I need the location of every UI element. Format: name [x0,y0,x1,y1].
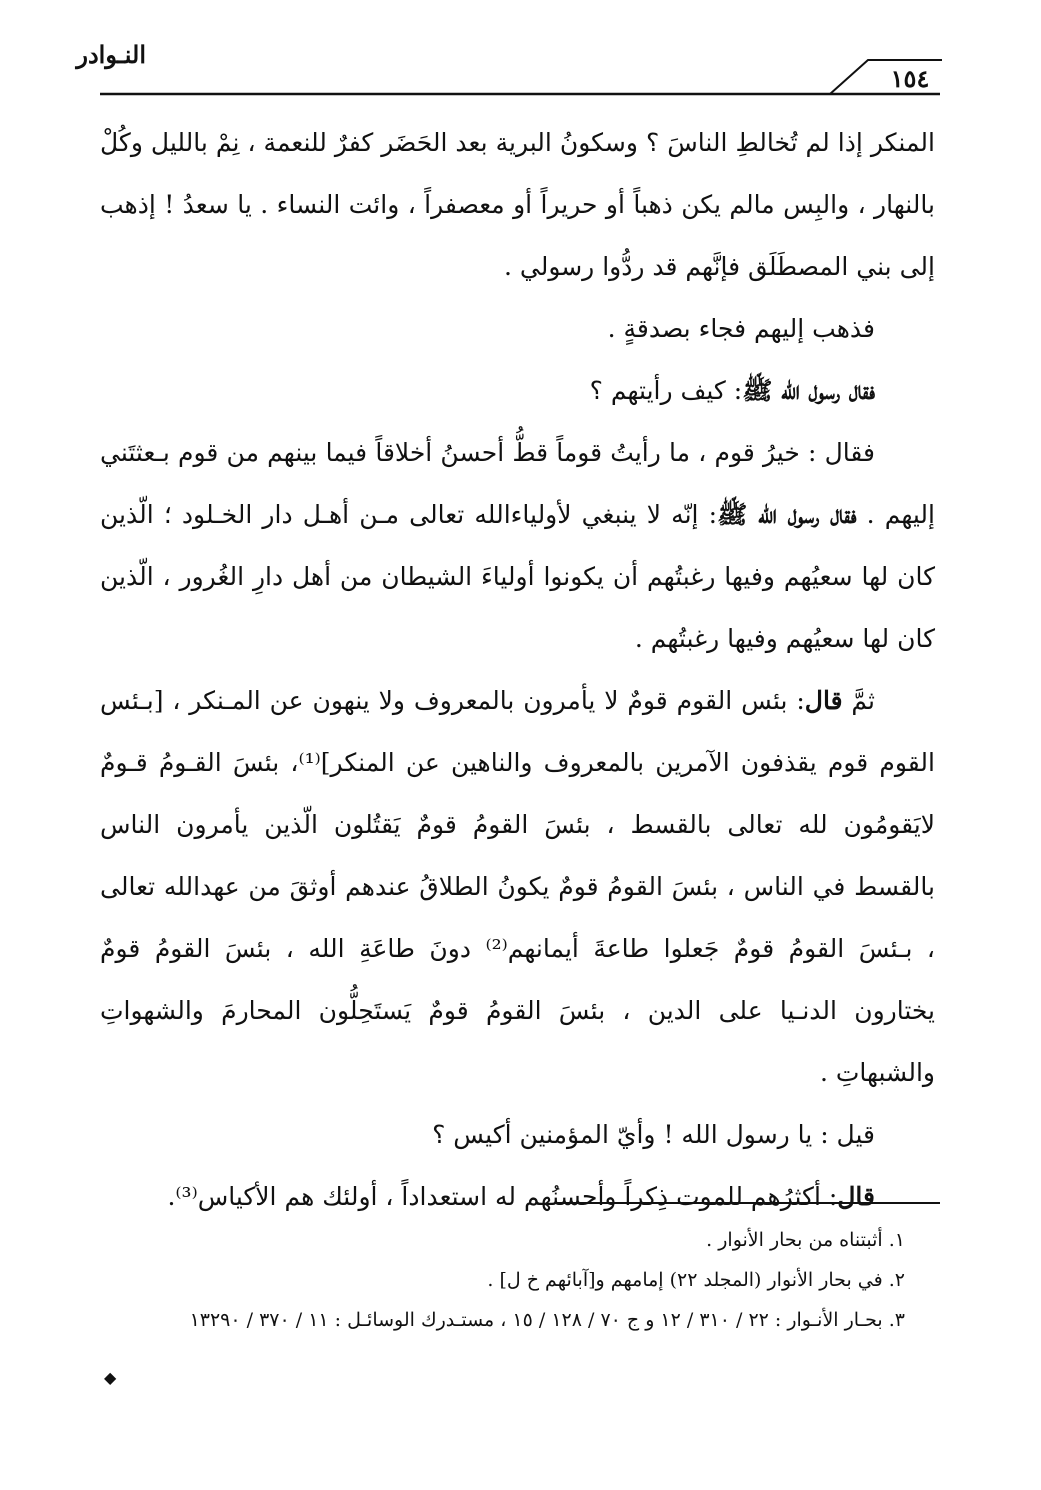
speaker-label: قال [837,1182,875,1211]
paragraph [100,670,935,1104]
footnotes [100,1220,935,1340]
footnote: ١. أثبتناه من بحار الأنوار . [706,1229,905,1251]
footnote: ٢. في بحار الأنوار (المجلد ٢٢) إمامهم و[آبائهم خ ل] . [487,1269,905,1291]
end-ornament-icon: ◆ [104,1368,117,1387]
text-segment: : إنّه لا ينبغي لأولياءالله تعالى مـن أهـل دار الخـلود ؛ الّذين كان لها سعيُهم وفيها رغبتُهم أن يكونوا أولياءَ الشيطان من أهل دارِ الغُرور ، الّذين كان لها سعيُهم وفيها رغبتُهم . [100,500,935,653]
paragraph [100,360,935,422]
text-segment: المنكر إذا لم تُخالطِ الناسَ ؟ وسكونُ البرية بعد الحَضَر كفرٌ للنعمة ، نِمْ بالليل وكُلْ بالنهار ، والبِس مالم يكن ذهباً أو حريراً أو معصفراً ، وائت النساء . يا سعدُ ! إذهب إلى بني المصطَلَق فإنَّهم قد ردُّوا رسولي . [100,128,935,281]
paragraph [100,1104,935,1166]
text-segment: : أكثرُهم للموت ذِكراً وأحسنُهم له استعداداً ، أولئك هم الأكياس⁽³⁾. [167,1182,838,1211]
page-number: ١٥٤ [890,64,930,93]
paragraph [100,112,935,298]
paragraph [100,1166,935,1228]
speaker-label: فقال رسول الله ﷺ [717,500,857,529]
running-title: النـوادر [76,40,146,69]
paragraph [100,422,935,670]
speaker-label: فقال رسول الله ﷺ [742,376,875,405]
text-segment: فقال : خيرُ قوم ، ما رأيتُ قوماً قطُّ أحسنُ أخلاقاً فيما بينهم من قوم بـعثتَني إليهم . [100,438,935,529]
text-segment: ثمَّ [842,686,875,715]
header-rule [0,0,1041,110]
text-segment: : كيف رأيتهم ؟ [589,376,743,405]
main-text [100,112,935,1228]
text-segment: قيل : يا رسول الله ! وأيّ المؤمنين أكيس ؟ [432,1120,875,1149]
text-segment: فذهب إليهم فجاء بصدقةٍ . [607,314,875,343]
footnote-separator [556,1202,940,1204]
paragraph [100,298,935,360]
speaker-label: قال [804,686,843,715]
text-segment: : بئس القوم قومٌ لا يأمرون بالمعروف ولا ينهون عن المـنكر ، [بـئس القوم قوم يقذفون الآمرين بالمعروف والناهين عن المنكر]⁽¹⁾، بئسَ القـومُ قـومٌ لايَقومُون لله تعالى بالقسط ، بئسَ القومُ قومٌ يَقتُلون الّذين يأمرون الناس بالقسط في الناس ، بئسَ القومُ قومٌ يكونُ الطلاقُ عندهم أوثقَ من عهدالله تعالى ، بـئسَ القومُ قومٌ جَعلوا طاعةَ أيمانهم⁽²⁾ دونَ طاعَةِ الله ، بئسَ القومُ قومٌ يختارون الدنـيا على الدين ، بئسَ القومُ قومٌ يَستَحِلُّون المحارمَ والشهواتِ والشبهاتِ . [100,686,935,1087]
footnote: ٣. بحـار الأنـوار : ٢٢ / ٣١٠ / ١٢ و ج ٧٠ / ١٢٨ / ١٥ ، مستـدرك الوسائـل : ١١ / ٣٧٠ / ١٣٢٩٠ [189,1309,905,1331]
